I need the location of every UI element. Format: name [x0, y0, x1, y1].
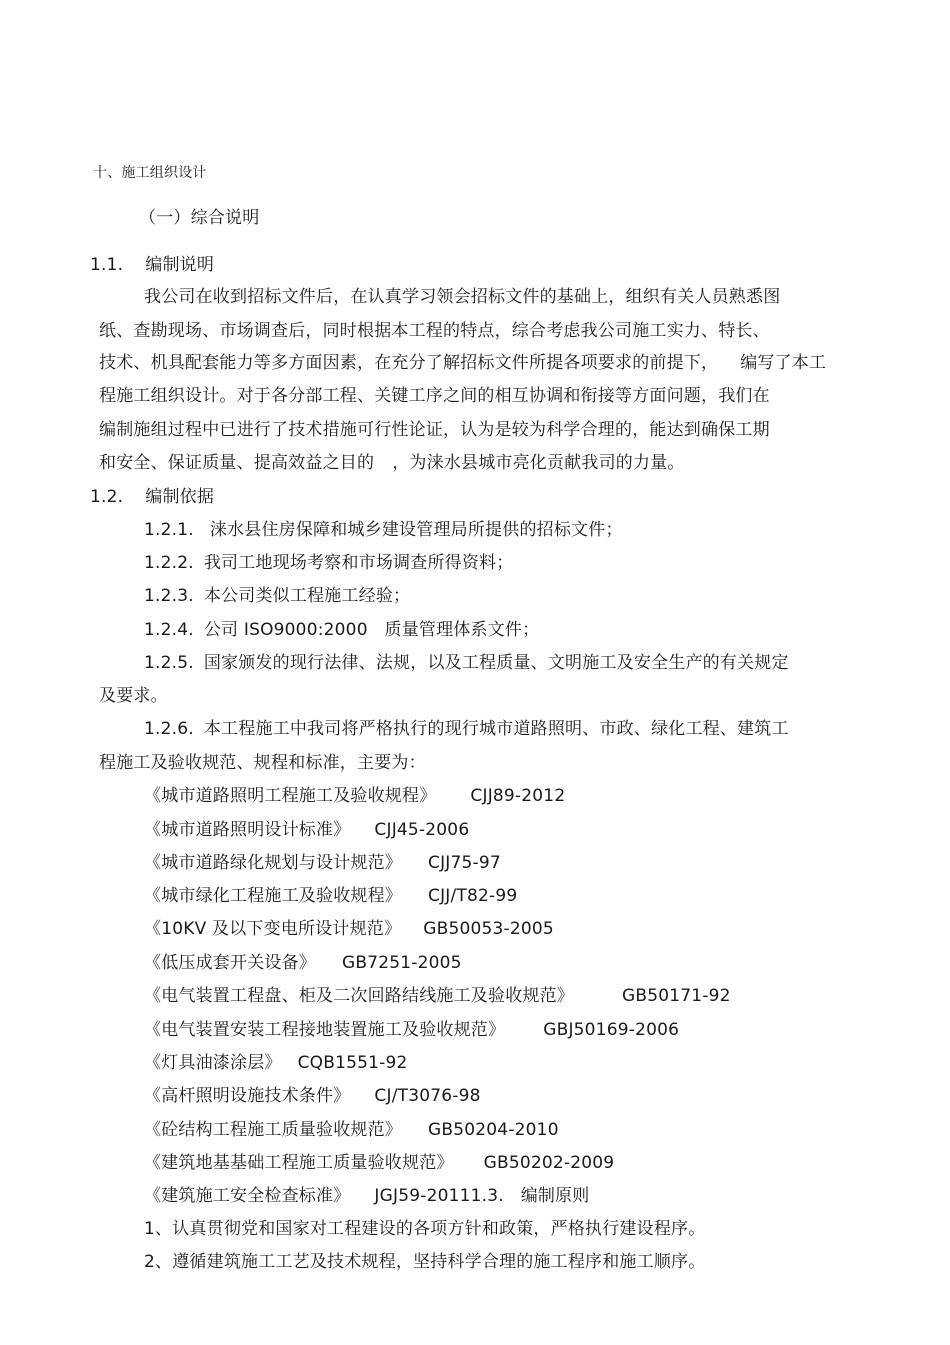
paragraph-line	[99, 452, 685, 474]
paragraph-line: 程施工组织设计。对于各分部工程、关键工序之间的相互协调和衔接等方面问题，我们在	[99, 386, 770, 406]
standard-item	[144, 1152, 614, 1174]
standard-name: 《10KV 及以下变电所设计规范》	[144, 919, 402, 939]
standard-item	[144, 785, 565, 807]
standard-name: 《建筑施工安全检查标准》	[144, 1186, 351, 1206]
standard-item	[144, 885, 517, 907]
basis-number: 1.2.6.	[144, 719, 194, 739]
standard-code: GBJ50169-2006	[543, 1020, 680, 1040]
basis-number: 1.2.5.	[144, 653, 194, 673]
standard-name: 《城市道路绿化规划与设计规范》	[144, 853, 402, 873]
standard-item	[144, 852, 501, 874]
standard-name: 《城市绿化工程施工及验收规程》	[144, 886, 402, 906]
paragraph-segment: 编写了本工	[740, 353, 827, 373]
standard-name: 《灯具油漆涂层》	[144, 1053, 282, 1073]
basis-number: 1.2.4.	[144, 620, 194, 640]
basis-text: 本工程施工中我司将严格执行的现行城市道路照明、市政、绿化工程、建筑工	[203, 719, 789, 739]
paragraph-line: 我公司在收到招标文件后，在认真学习领会招标文件的基础上，组织有关人员熟悉图	[144, 287, 781, 307]
paragraph-segment: ，为涞水县城市亮化贡献我司的力量。	[392, 453, 685, 473]
standard-code: CJJ/T82-99	[428, 886, 518, 906]
paragraph-line: 编制施组过程中已进行了技术措施可行性论证，认为是较为科学合理的，能达到确保工期	[99, 420, 770, 440]
standard-code: GB50053-2005	[423, 919, 554, 939]
standard-name: 《砼结构工程施工质量验收规范》	[144, 1120, 402, 1140]
standard-code: CJJ45-2006	[374, 820, 470, 840]
standard-code: CJJ89-2012	[470, 786, 566, 806]
section-title: （一）综合说明	[139, 208, 260, 228]
basis-item	[144, 619, 539, 641]
basis-continuation: 程施工及验收规范、规程和标准，主要为：	[99, 753, 426, 773]
basis-text: 我司工地现场考察和市场调查所得资料；	[203, 553, 514, 573]
heading-text: 编制说明	[145, 255, 215, 275]
standard-item	[144, 918, 554, 940]
standard-name: 《城市道路照明设计标准》	[144, 820, 351, 840]
standard-code: GB7251-2005	[342, 953, 462, 973]
basis-item	[144, 585, 410, 607]
basis-item	[144, 519, 623, 541]
paragraph-line: 纸、查勘现场、市场调查后，同时根据本工程的特点，综合考虑我公司施工实力、特长、	[99, 321, 770, 341]
paragraph-line	[99, 352, 826, 374]
paragraph-segment: 技术、机具配套能力等多方面因素，在充分了解招标文件所提各项要求的前提下，	[99, 353, 719, 373]
principle-item: 1、认真贯彻党和国家对工程建设的各项方针和政策，严格执行建设程序。	[144, 1219, 706, 1239]
standard-name: 《电气装置工程盘、柜及二次回路结线施工及验收规范》	[144, 986, 574, 1006]
standard-item	[144, 1185, 590, 1207]
basis-item	[144, 718, 789, 740]
paragraph-segment: 和安全、保证质量、提高效益之目的	[99, 453, 375, 473]
standard-item	[144, 1085, 481, 1107]
standard-code: GB50202-2009	[483, 1153, 615, 1173]
standard-item	[144, 985, 731, 1007]
standard-code: CJJ75-97	[428, 853, 501, 873]
basis-text: 涞水县住房保障和城乡建设管理局所提供的招标文件；	[209, 520, 623, 540]
chapter-title: 十、施工组织设计	[93, 165, 207, 181]
standard-code: GB50204-2010	[428, 1120, 559, 1140]
basis-text: 公司 ISO9000:2000 质量管理体系文件；	[203, 620, 540, 640]
heading-1-2	[90, 486, 214, 508]
standard-name: 《建筑地基基础工程施工质量验收规范》	[144, 1153, 454, 1173]
basis-continuation: 及要求。	[99, 686, 168, 706]
principle-item: 2、遵循建筑施工工艺及技术规程，坚持科学合理的施工程序和施工顺序。	[144, 1252, 706, 1272]
basis-item	[144, 652, 789, 674]
standard-name: 《城市道路照明工程施工及验收规程》	[144, 786, 437, 806]
heading-number: 1.2.	[90, 487, 124, 507]
standard-name: 《电气装置安装工程接地装置施工及验收规范》	[144, 1020, 506, 1040]
basis-item	[144, 552, 513, 574]
basis-number: 1.2.3.	[144, 586, 194, 606]
standard-code: CJ/T3076-98	[374, 1086, 481, 1106]
standard-item	[144, 1119, 559, 1141]
heading-number: 1.1.	[90, 255, 124, 275]
basis-text: 国家颁发的现行法律、法规，以及工程质量、文明施工及安全生产的有关规定	[203, 653, 789, 673]
standard-code: CQB1551-92	[297, 1053, 408, 1073]
standard-item	[144, 1019, 679, 1041]
standard-name: 《低压成套开关设备》	[144, 953, 316, 973]
standard-item	[144, 1052, 408, 1074]
basis-number: 1.2.2.	[144, 553, 194, 573]
basis-text: 本公司类似工程施工经验；	[203, 586, 411, 606]
standard-code: JGJ59-20111.3. 编制原则	[374, 1186, 590, 1206]
standard-item	[144, 952, 462, 974]
basis-number: 1.2.1.	[144, 520, 194, 540]
standard-name: 《高杆照明设施技术条件》	[144, 1086, 351, 1106]
heading-text: 编制依据	[145, 487, 215, 507]
standard-item	[144, 819, 469, 841]
heading-1-1	[90, 254, 214, 276]
standard-code: GB50171-92	[622, 986, 731, 1006]
